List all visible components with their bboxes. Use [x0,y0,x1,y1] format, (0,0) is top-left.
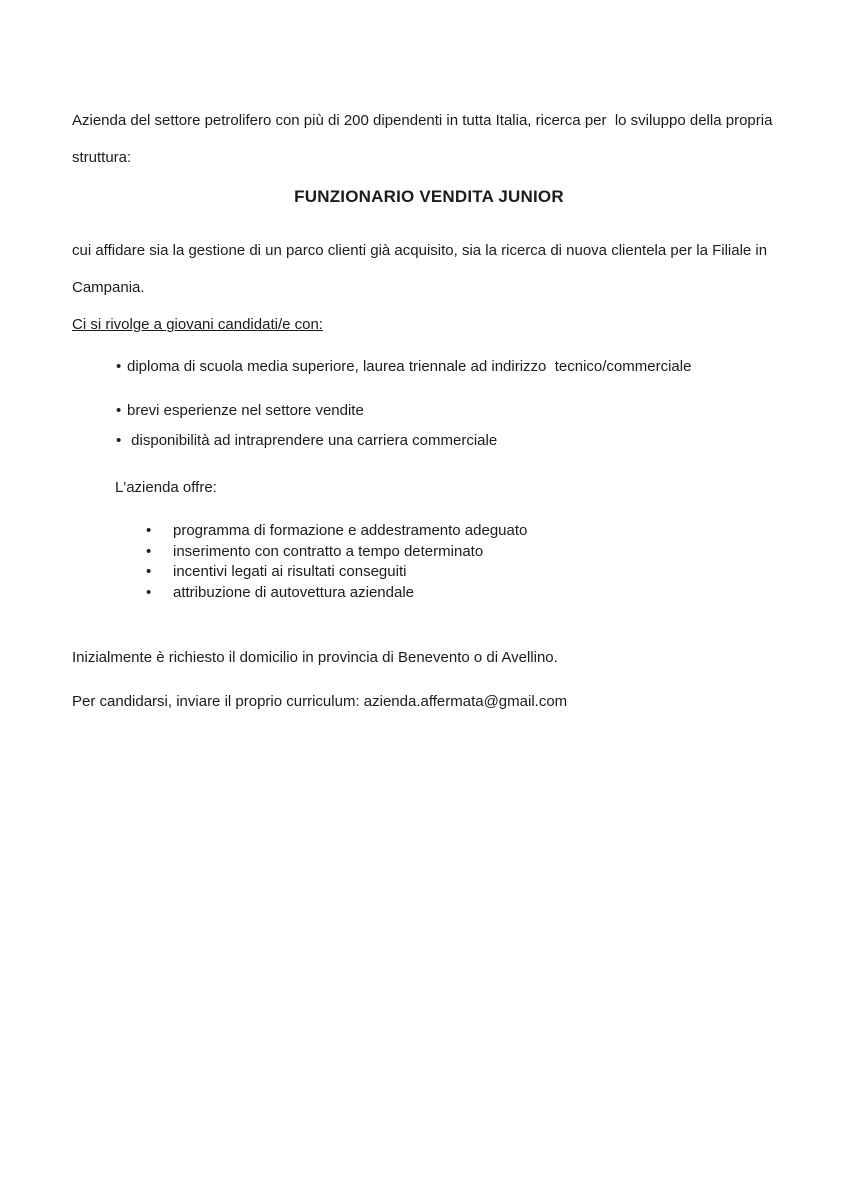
offer-item: • inserimento con contratto a tempo determinato [72,542,786,563]
candidates-heading: Ci si rivolge a giovani candidati/e con: [72,316,323,333]
offers-list [72,521,786,603]
apply-paragraph: Per candidarsi, inviare il proprio curriculum: azienda.affermata@gmail.com [72,693,568,710]
role-description-paragraph: cui affidare sia la gestione di un parco clienti già acquisito, sia la ricerca di nuova clientela per la Filiale in Campania. [72,242,772,296]
location-paragraph: Inizialmente è richiesto il domicilio in provincia di Benevento o di Avellino. [72,649,558,666]
offer-item: • incentivi legati ai risultati conseguiti [72,562,786,583]
requirement-item: • brevi esperienze nel settore vendite [72,401,786,421]
intro-paragraph: Azienda del settore petrolifero con più di 200 dipendenti in tutta Italia, ricerca per lo sviluppo della propria struttura: [72,112,777,166]
offer-item: • attribuzione di autovettura aziendale [72,583,786,604]
job-title: FUNZIONARIO VENDITA JUNIOR [294,187,564,206]
offer-heading: L'azienda offre: [115,479,217,496]
requirements-list [72,357,786,451]
requirement-item: • disponibilità ad intraprendere una carriera commerciale [72,431,786,451]
offer-item: • programma di formazione e addestramento adeguato [72,521,786,542]
requirement-item: • diploma di scuola media superiore, laurea triennale ad indirizzo tecnico/commerciale [72,357,786,377]
